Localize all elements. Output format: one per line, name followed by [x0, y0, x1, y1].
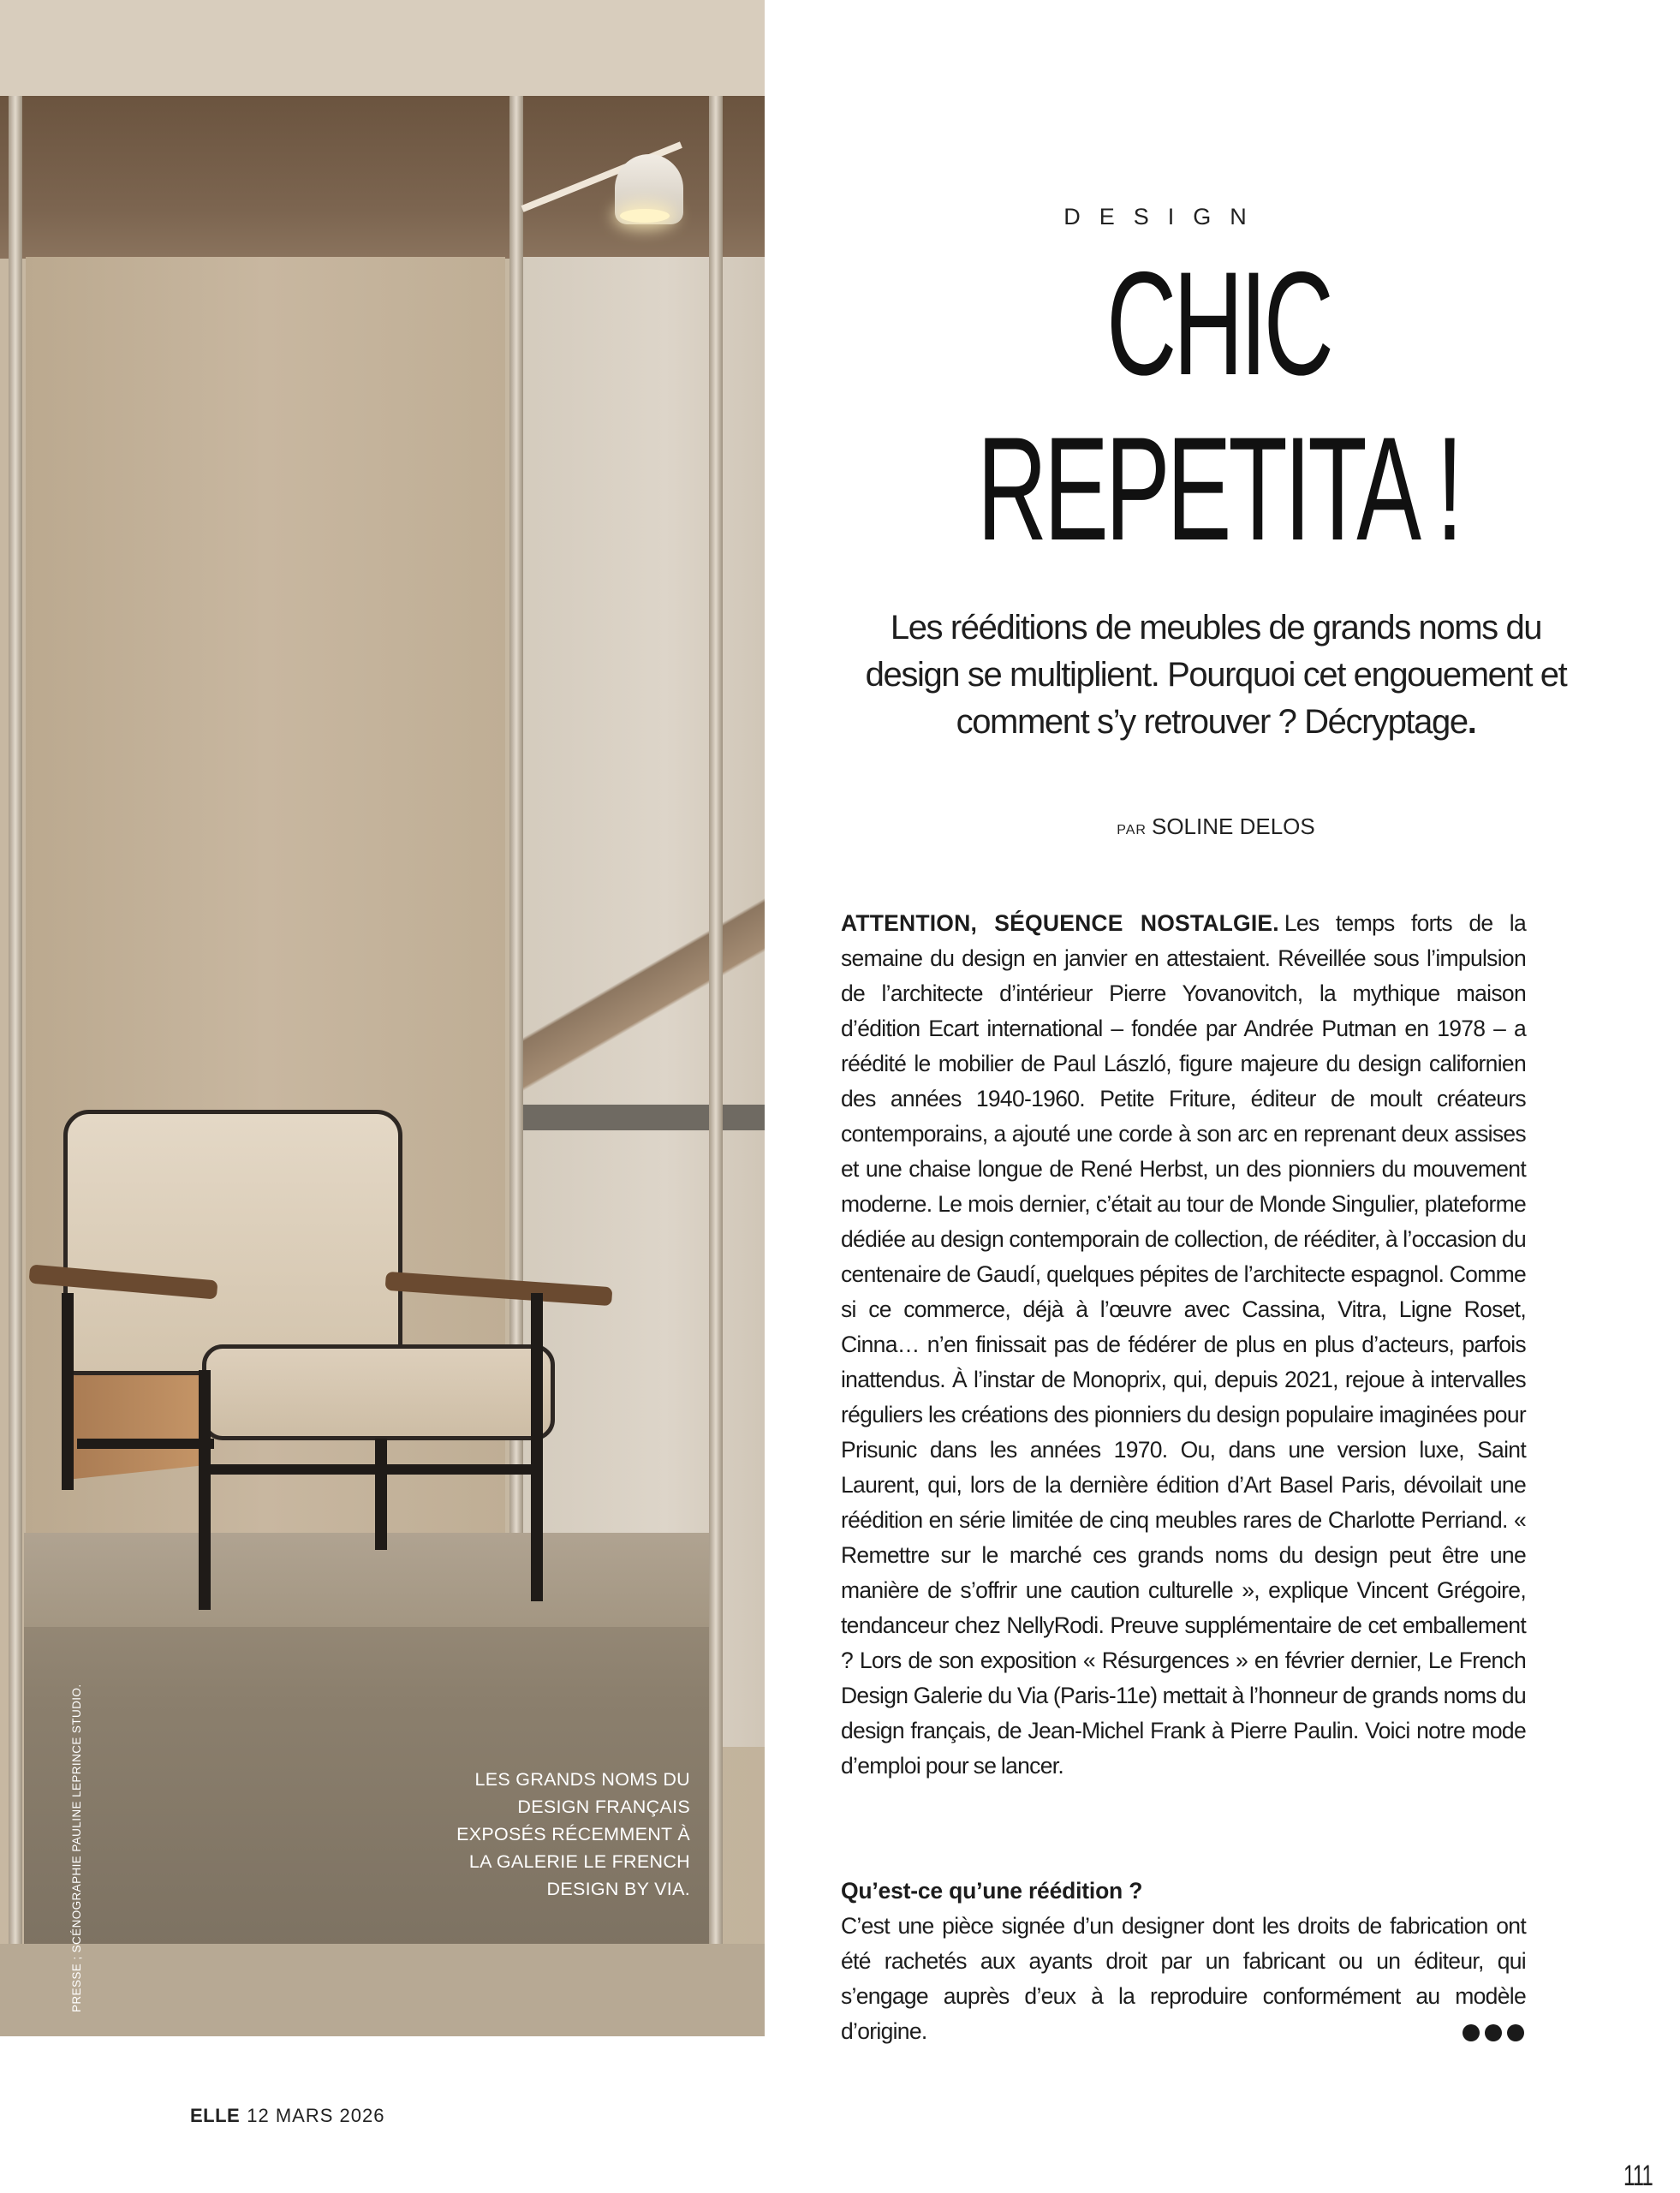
armchair-backrest [63, 1110, 402, 1375]
standfirst [856, 605, 1576, 746]
photo-floor [0, 1944, 765, 2036]
section-body: C’est une pièce signée d’un designer dont les droits de fabrication ont été rachetés aux ayants droit par un fabricant ou un éditeur, qui s’engage auprès d’eux à la reproduire conformément au modèle d’origine. [841, 1913, 1526, 2044]
photo-diagonal-shelf [522, 839, 765, 1113]
faq-section [841, 1874, 1526, 2049]
armchair-leg [199, 1370, 211, 1610]
lamp-light [620, 209, 670, 223]
headline-line-1: CHIC [1106, 241, 1331, 406]
byline-prefix: PAR [1117, 823, 1147, 837]
photo-credit: PRESSE ; SCÉNOGRAPHIE PAULINE LEPRINCE STUDIO. [70, 1683, 83, 2012]
photo-post-left [9, 96, 22, 1946]
photo-post-right [709, 96, 723, 1946]
headline [975, 241, 1462, 572]
armchair-leg [62, 1293, 74, 1490]
photo-upper-wall [0, 0, 765, 96]
standfirst-end-mark: . [1467, 703, 1476, 741]
continue-dots-icon [1463, 2024, 1529, 2046]
byline [856, 813, 1576, 840]
standfirst-text: Les rééditions de meubles de grands noms du design se multiplient. Pourquoi cet engouement et comment s’y retrouver ? Décryptage [865, 609, 1567, 741]
issue-date: 12 MARS 2026 [247, 2105, 385, 2126]
photo-plinth-top [24, 1533, 709, 1627]
armchair-crossbar [77, 1439, 214, 1449]
armchair-crossbar [206, 1464, 539, 1475]
section-title: Qu’est-ce qu’une réédition ? [841, 1878, 1143, 1904]
author-name: SOLINE DELOS [1151, 813, 1315, 839]
article-body [841, 906, 1526, 1784]
photo-shelf [518, 1105, 765, 1130]
armchair-seat [202, 1344, 555, 1440]
magazine-brand: ELLE [190, 2105, 241, 2126]
armchair-leg [531, 1293, 543, 1601]
body-text: Les temps forts de la semaine du design en janvier en attestaient. Réveillée sous l’impulsion de l’architecte d’intérieur Pierre Yovanovitch, la mythique maison d’édition Ecart international – fondée par Andrée Putman en 1978 – a réédité le mobilier de Paul László, figure majeure du design californien des années 1940-1960. Petite Friture, éditeur de moult créateurs contemporains, a ajouté une corde à son arc en reprenant deux assises et une chaise longue de René Herbst, un des pionniers du mouvement moderne. Le mois dernier, c’était au tour de Monde Singulier, plateforme dédiée au design contemporain de collection, de rééditer, à l’occasion du centenaire de Gaudí, quelques pépites de l’architecte espagnol. Comme si ce commerce, déjà à l’œuvre avec Cassina, Vitra, Ligne Roset, Cinna… n’en finissait pas de fédérer de plus en plus d’acteurs, parfois inattendus. À l’instar de Monoprix, qui, depuis 2021, rejoue à intervalles réguliers les créations des pionniers du design populaire imaginées pour Prisunic dans les années 1970. Ou, dans une version luxe, Saint Laurent, qui, lors de la dernière édition d’Art Basel Paris, dévoilait une réédition en série limitée de cinq meubles rares de Charlotte Perriand. « Remettre sur le marché ces grands noms du design peut être une manière de s’offrir une caution culturelle », explique Vincent Grégoire, tendanceur chez NellyRodi. Preuve supplémentaire de cet emballement ? Lors de son exposition « Résurgences » en février dernier, Le French Design Galerie du Via (Paris-11e) mettait à l’honneur de grands noms du design français, de Jean-Michel Frank à Pierre Paulin. Voici notre mode d’emploi pour se lancer. [841, 910, 1526, 1779]
photo-caption: LES GRANDS NOMS DU DESIGN FRANÇAIS EXPOSÉS RÉCEMMENT À LA GALERIE LE FRENCH DESIGN BY VIA. [456, 1769, 690, 1899]
headline-line-2: REPETITA ! [977, 407, 1460, 571]
section-kicker: DESIGN [1063, 204, 1266, 229]
page-footer [190, 2105, 384, 2127]
page-number: 111 [1623, 2160, 1653, 2192]
article-photo [0, 0, 765, 2036]
armchair-leg [375, 1439, 387, 1550]
lead-in: ATTENTION, SÉQUENCE NOSTALGIE. [841, 910, 1279, 936]
